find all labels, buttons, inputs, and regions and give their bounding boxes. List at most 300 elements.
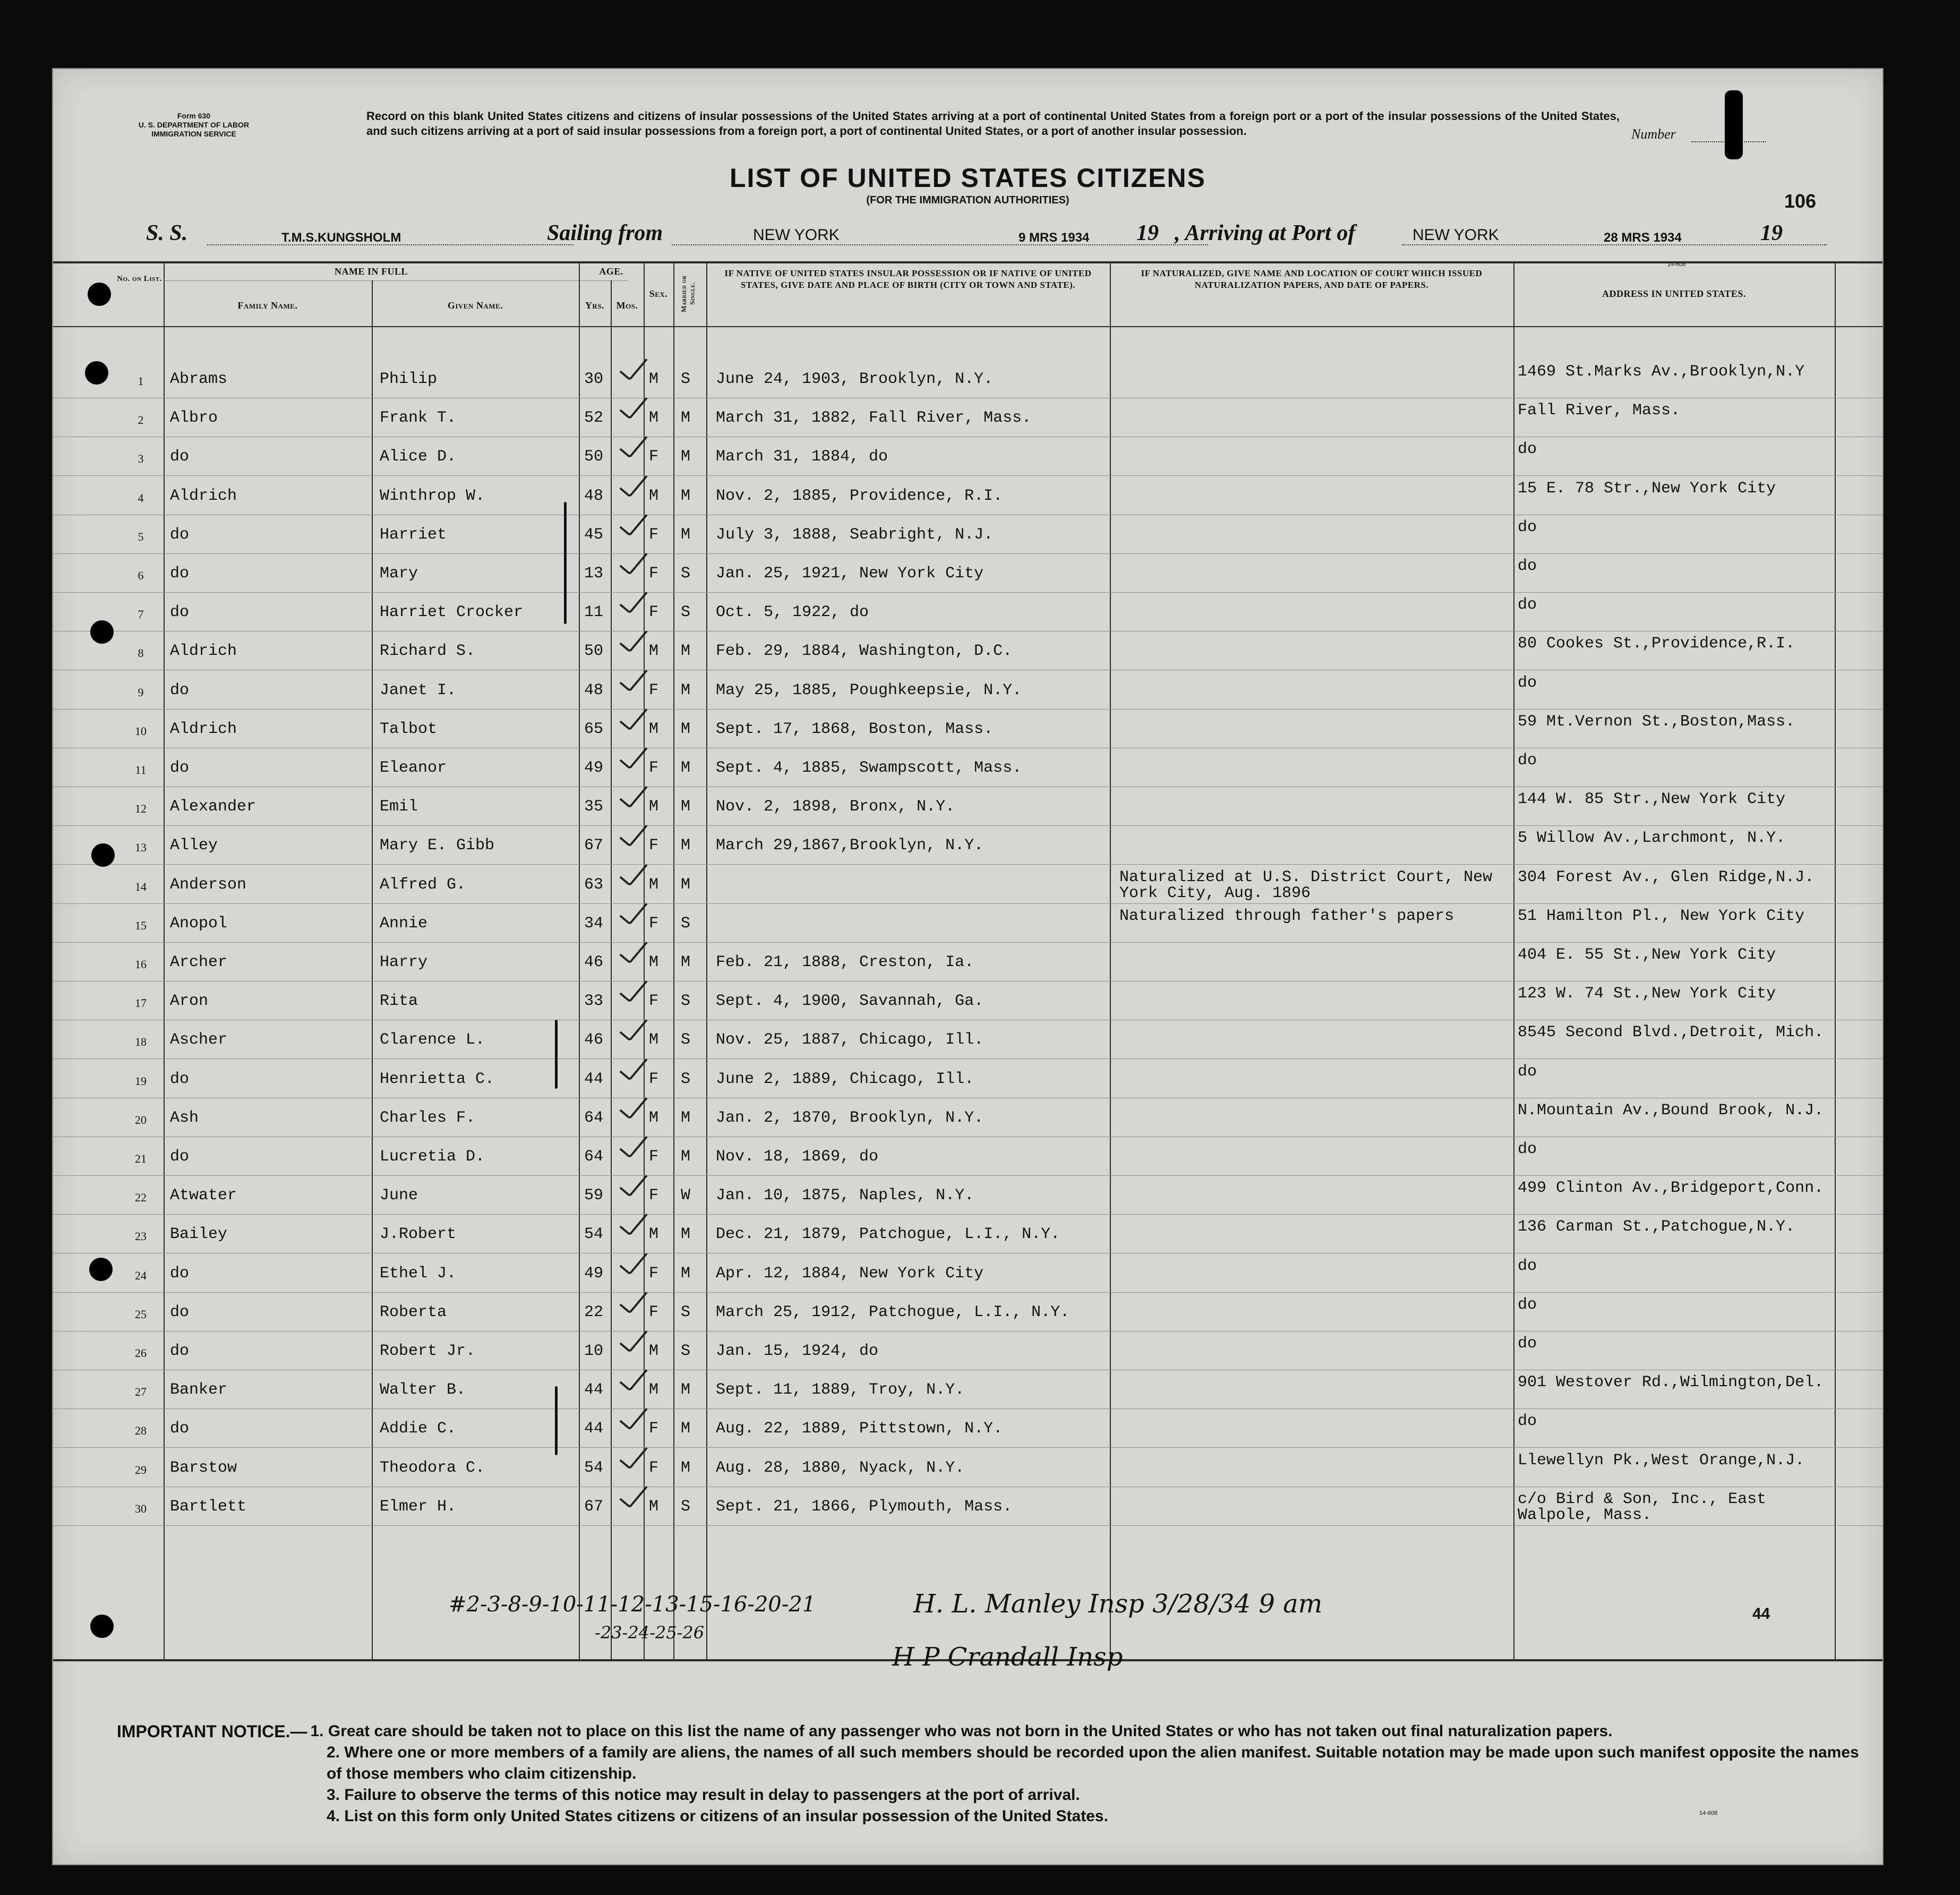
cell-sex: F [649,565,659,583]
cell-address: 59 Mt.Vernon St.,Boston,Mass. [1518,712,1795,731]
table-row [53,1137,1882,1176]
cell-given: Alice D. [380,448,457,466]
cell-no: 9 [138,685,144,699]
cell-age: 54 [584,1225,604,1244]
cell-family: Alexander [170,798,256,816]
cell-family: Abrams [170,370,228,388]
cell-birth: Nov. 2, 1885, Providence, R.I. [716,486,1003,505]
cell-birth: March 29,1867,Brooklyn, N.Y. [716,836,984,855]
cell-given: Charles F. [380,1108,476,1127]
cell-sex: F [649,1458,659,1477]
cell-no: 11 [135,763,147,776]
cell-age: 46 [584,1031,604,1049]
cell-age: 65 [584,720,604,738]
cell-address: do [1518,1335,1537,1353]
cell-family: Archer [170,953,228,971]
cell-no: 18 [135,1035,147,1049]
family-bracket-mark [555,1386,558,1455]
table-row [53,1020,1882,1059]
cell-address: N.Mountain Av.,Bound Brook, N.J. [1518,1101,1824,1120]
notice-label: IMPORTANT NOTICE.— [117,1722,307,1741]
cell-birth: Feb. 21, 1888, Creston, Ia. [716,953,974,971]
header-birth: IF NATIVE OF UNITED STATES INSULAR POSSESSION OR IF NATIVE OF UNITED STATES, GIVE DATE AND PLACE OF BIRTH (CITY OR TOWN AND STATE). [724,268,1092,290]
arriving-date: 28 MRS 1934 [1604,231,1682,245]
form-code: 14-608 [1667,261,1686,268]
cell-no: 5 [138,530,144,543]
cell-sex: F [649,1070,659,1088]
cell-no: 26 [135,1346,147,1360]
cell-family: Aldrich [170,720,237,738]
cell-family: Bartlett [170,1497,247,1516]
cell-no: 12 [135,802,147,816]
cell-family: Albro [170,409,218,428]
cell-address: 8545 Second Blvd.,Detroit, Mich. [1518,1023,1824,1042]
cell-age: 67 [584,1497,604,1516]
cell-sex: M [649,1381,659,1399]
cell-family: Aldrich [170,642,237,661]
cell-no: 7 [138,608,144,621]
table-row [53,437,1882,476]
cell-birth: Apr. 12, 1884, New York City [716,1264,984,1283]
cell-ms: M [681,953,691,971]
cell-age: 22 [584,1303,604,1321]
cell-ms: M [681,1381,691,1399]
cell-family: Aron [170,992,209,1011]
sailing-from: NEW YORK [753,226,840,244]
header-age: AGE. [599,266,623,277]
cell-birth: Aug. 22, 1889, Pittstown, N.Y. [716,1420,1003,1438]
cell-given: Emil [380,798,418,816]
cell-sex: F [649,525,659,544]
cell-family: Bailey [170,1225,228,1244]
cell-given: Robert Jr. [380,1342,476,1360]
cell-age: 44 [584,1070,604,1088]
cell-sex: M [649,409,659,428]
table-row [53,1448,1882,1487]
cell-address: 144 W. 85 Str.,New York City [1518,790,1786,809]
cell-age: 49 [584,1264,604,1283]
cell-birth: Aug. 28, 1880, Nyack, N.Y. [716,1458,965,1477]
cell-address: 5 Willow Av.,Larchmont, N.Y. [1518,829,1786,848]
binder-hole [88,283,111,306]
cell-no: 10 [135,724,147,738]
cell-given: Frank T. [380,409,457,428]
cell-age: 45 [584,525,604,544]
cell-birth: July 3, 1888, Seabright, N.J. [716,525,994,544]
table-row [53,1254,1882,1293]
cell-given: June [380,1186,418,1205]
handwritten-row-numbers-2: -23-24-25-26 [595,1623,705,1643]
manifest-sheet [52,68,1884,1865]
cell-address: 901 Westover Rd.,Wilmington,Del. [1518,1373,1824,1392]
cell-no: 15 [135,918,147,932]
cell-given: Mary [380,565,418,583]
cell-age: 67 [584,836,604,855]
binder-hole [91,843,115,867]
cell-address: do [1518,557,1537,575]
cell-no: 13 [135,841,147,855]
page-title: LIST OF UNITED STATES CITIZENS [729,163,1206,193]
cell-given: J.Robert [380,1225,457,1244]
table-row [53,1060,1882,1098]
table-row [53,787,1882,826]
cell-given: Alfred G. [380,875,466,894]
cell-ms: S [681,1070,691,1088]
table-row [53,1409,1882,1448]
cell-sex: M [649,1108,659,1127]
cell-no: 19 [135,1074,147,1088]
table-row [53,593,1882,631]
cell-birth: Nov. 25, 1887, Chicago, Ill. [716,1031,984,1049]
cell-ms: M [681,836,691,855]
table-row [53,710,1882,748]
cell-address: 499 Clinton Av.,Bridgeport,Conn. [1518,1179,1824,1198]
cell-age: 34 [584,914,604,933]
cell-birth: Sept. 4, 1885, Swampscott, Mass. [716,759,1022,777]
cell-ms: M [681,1225,691,1244]
cell-given: Talbot [380,720,438,738]
cell-no: 22 [135,1191,147,1205]
cell-family: do [170,759,190,777]
cell-no: 21 [135,1152,147,1165]
cell-age: 64 [584,1108,604,1127]
cell-ms: M [681,1108,691,1127]
cell-ms: M [681,486,691,505]
cell-address: do [1518,596,1537,614]
cell-given: Annie [380,914,428,933]
cell-sex: F [649,1186,659,1205]
cell-given: Harriet [380,525,447,544]
cell-family: do [170,1070,190,1088]
cell-given: Ethel J. [380,1264,457,1283]
cell-birth: Oct. 5, 1922, do [716,603,869,622]
cell-age: 35 [584,798,604,816]
cell-ms: M [681,1264,691,1283]
table-row [53,1293,1882,1331]
cell-sex: F [649,1264,659,1283]
cell-address: 304 Forest Av., Glen Ridge,N.J. [1518,868,1815,886]
cell-no: 8 [138,646,144,660]
cell-birth: March 31, 1882, Fall River, Mass. [716,409,1032,428]
header-address: ADDRESS IN UNITED STATES. [1602,288,1746,299]
cell-no: 30 [135,1501,147,1515]
notice-item: 2. Where one or more members of a family are aliens, the names of all such members should be recorded upon the alien manifest. Suitable notation may be made upon such manifest opposite the names of those members who claim citizenship. [327,1744,1859,1782]
cell-ms: M [681,720,691,738]
cell-ms: M [681,798,691,816]
cell-sex: F [649,681,659,699]
cell-no: 24 [135,1268,147,1282]
sailing-date: 9 MRS 1934 [1018,231,1090,245]
arriving-port: NEW YORK [1413,226,1499,244]
cell-address: do [1518,1062,1537,1081]
cell-age: 13 [584,565,604,583]
header-sex: Sex. [649,288,668,299]
cell-no: 20 [135,1113,147,1126]
cell-age: 10 [584,1342,604,1360]
cell-given: Harry [380,953,428,971]
notice-form-code: 14-608 [1699,1810,1718,1816]
table-row [53,1331,1882,1370]
sailing-label: Sailing from [547,221,663,245]
cell-birth: Jan. 15, 1924, do [716,1342,879,1360]
cell-given: Eleanor [380,759,447,777]
cell-family: do [170,1342,190,1360]
cell-no: 16 [135,958,147,971]
cell-sex: M [649,642,659,661]
cell-address: do [1518,440,1537,459]
table-row [53,1098,1882,1137]
cell-no: 27 [135,1385,147,1399]
cell-birth: June 2, 1889, Chicago, Ill. [716,1070,974,1088]
cell-age: 46 [584,953,604,971]
cell-ms: M [681,1148,691,1166]
cell-family: Anopol [170,914,228,933]
table-row [53,515,1882,554]
cell-no: 3 [138,452,144,466]
cell-ms: M [681,448,691,466]
cell-sex: F [649,1420,659,1438]
cell-address: 404 E. 55 St.,New York City [1518,946,1776,964]
cell-family: Anderson [170,875,247,894]
cell-ms: S [681,1031,691,1049]
cell-address: do [1518,752,1537,770]
cell-family: do [170,1264,190,1283]
cell-family: do [170,1148,190,1166]
cell-birth: Jan. 10, 1875, Naples, N.Y. [716,1186,974,1205]
cell-ms: S [681,603,691,622]
cell-family: do [170,525,190,544]
cell-age: 63 [584,875,604,894]
cell-given: Philip [380,370,438,388]
cell-sex: M [649,1497,659,1516]
cell-no: 6 [138,569,144,582]
cell-address: 136 Carman St.,Patchogue,N.Y. [1518,1218,1795,1236]
table-row [53,1487,1882,1526]
cell-family: Alley [170,836,218,855]
table-row [53,1215,1882,1253]
cell-address: do [1518,673,1537,692]
cell-sex: F [649,448,659,466]
cell-age: 33 [584,992,604,1011]
cell-no: 23 [135,1230,147,1243]
cell-sex: F [649,992,659,1011]
table-row [53,1176,1882,1215]
table-row [53,1370,1882,1409]
cell-ms: M [681,525,691,544]
instructions-text: Record on this blank United States citizens and citizens of insular possessions of the United States arriving at a port of continental United States from a foreign port or a port of the insular possessions of the United States, and such citizens arriving at a port of said insular possessions from a foreign port, a port of continental United States, or a port of another insular possession. [366,109,1620,138]
cell-ms: S [681,370,691,388]
cell-family: do [170,565,190,583]
cell-given: Janet I. [380,681,457,699]
cell-family: Aldrich [170,486,237,505]
cell-birth: June 24, 1903, Brooklyn, N.Y. [716,370,994,388]
cell-birth: March 31, 1884, do [716,448,888,466]
cell-birth: Jan. 2, 1870, Brooklyn, N.Y. [716,1108,984,1127]
cell-no: 28 [135,1424,147,1438]
cell-address: 80 Cookes St.,Providence,R.I. [1518,635,1795,653]
cell-birth: Feb. 29, 1884, Washington, D.C. [716,642,1013,661]
cell-given: Winthrop W. [380,486,485,505]
cell-no: 14 [135,880,147,893]
cell-given: Clarence L. [380,1031,485,1049]
cell-sex: M [649,370,659,388]
cell-ms: M [681,681,691,699]
form-number: Form 630 [177,112,211,120]
handwritten-row-numbers: #2-3-8-9-10-11-12-13-15-16-20-21 [449,1592,816,1617]
cell-age: 59 [584,1186,604,1205]
cell-ms: S [681,1497,691,1516]
cell-birth: Dec. 21, 1879, Patchogue, L.I., N.Y. [716,1225,1060,1244]
cell-given: Theodora C. [380,1458,485,1477]
ss-label: S. S. [146,221,188,245]
number-ink-mark [1725,90,1743,159]
binder-hole [90,620,114,644]
page-subtitle: (FOR THE IMMIGRATION AUTHORITIES) [866,194,1069,206]
cell-address: c/o Bird & Son, Inc., East Walpole, Mass. [1518,1490,1767,1524]
inspector-signature-1: H. L. Manley Insp 3/28/34 9 am [913,1589,1323,1619]
page-number: 106 [1784,190,1817,212]
cell-address: 1469 St.Marks Av.,Brooklyn,N.Y [1518,363,1805,381]
cell-age: 52 [584,409,604,428]
cell-ms: M [681,759,691,777]
notice-item: 1. Great care should be taken not to place on this list the name of any passenger who was not born in the United States or who has not taken out final naturalization papers. [310,1722,1613,1740]
cell-age: 50 [584,448,604,466]
cell-age: 49 [584,759,604,777]
cell-sex: M [649,1342,659,1360]
cell-age: 48 [584,486,604,505]
cell-family: Atwater [170,1186,237,1205]
cell-sex: M [649,953,659,971]
table-row [53,943,1882,981]
cell-no: 17 [135,996,147,1010]
cell-family: Ash [170,1108,199,1127]
cell-given: Rita [380,992,418,1011]
cell-age: 44 [584,1381,604,1399]
cell-address: 123 W. 74 St.,New York City [1518,985,1776,1003]
inspector-signature-2: H P Crandall Insp [892,1642,1123,1672]
cell-address: do [1518,1140,1537,1158]
cell-given: Roberta [380,1303,447,1321]
cell-ms: M [681,1420,691,1438]
cell-sex: M [649,875,659,894]
header-family-name: Family Name. [237,300,298,311]
cell-age: 44 [584,1420,604,1438]
form-department: U. S. DEPARTMENT OF LABOR [138,121,250,129]
cell-sex: F [649,914,659,933]
header-yrs: Yrs. [585,300,605,311]
cell-address: do [1518,1257,1537,1275]
cell-birth: Sept. 17, 1868, Boston, Mass. [716,720,994,738]
cell-nat: Naturalized at U.S. District Court, New York City, Aug. 1896 [1119,868,1493,902]
cell-given: Mary E. Gibb [380,836,495,855]
cell-address: 15 E. 78 Str.,New York City [1518,479,1776,498]
cell-address: do [1518,518,1537,536]
sailing-dotted-line [672,244,1208,245]
header-mos: Mos. [616,300,638,311]
cell-age: 54 [584,1458,604,1477]
cell-age: 30 [584,370,604,388]
cell-family: do [170,1303,190,1321]
cell-sex: F [649,1303,659,1321]
header-married-single: Married or Single. [680,275,696,312]
cell-sex: F [649,1148,659,1166]
header-name-in-full: NAME IN FULL [334,266,408,277]
table-row [53,476,1882,515]
cell-address: Llewellyn Pk.,West Orange,N.J. [1518,1451,1805,1470]
cell-age: 48 [584,681,604,699]
table-row [53,748,1882,787]
binder-hole [90,1615,114,1638]
table-row [53,554,1882,593]
cell-birth: May 25, 1885, Poughkeepsie, N.Y. [716,681,1022,699]
cell-birth: Jan. 25, 1921, New York City [716,565,984,583]
table-row [53,631,1882,670]
cell-birth: Sept. 11, 1889, Troy, N.Y. [716,1381,965,1399]
cell-sex: M [649,720,659,738]
table-row [53,671,1882,710]
sheet-count: 44 [1752,1605,1770,1623]
cell-given: Henrietta C. [380,1070,495,1088]
citizens-table [53,261,1882,1661]
form-service: IMMIGRATION SERVICE [151,130,236,138]
cell-ms: S [681,1342,691,1360]
cell-family: do [170,1420,190,1438]
cell-no: 29 [135,1463,147,1476]
cell-address: Fall River, Mass. [1518,402,1681,420]
cell-birth: Sept. 21, 1866, Plymouth, Mass. [716,1497,1013,1516]
cell-sex: F [649,836,659,855]
cell-nat: Naturalized through father's papers [1119,907,1454,925]
cell-birth: Nov. 18, 1869, do [716,1148,879,1166]
header-no: No. on List. [117,275,162,283]
cell-no: 2 [138,413,144,427]
cell-address: 51 Hamilton Pl., New York City [1518,907,1805,925]
cell-sex: M [649,1225,659,1244]
cell-no: 25 [135,1307,147,1321]
cell-ms: S [681,565,691,583]
cell-sex: F [649,603,659,622]
cell-ms: S [681,992,691,1011]
cell-age: 50 [584,642,604,661]
family-bracket-mark [564,502,567,624]
cell-sex: M [649,1031,659,1049]
cell-ms: M [681,875,691,894]
cell-birth: Nov. 2, 1898, Bronx, N.Y. [716,798,955,816]
cell-age: 11 [584,603,604,622]
cell-ms: S [681,1303,691,1321]
table-row [53,904,1882,943]
cell-sex: F [649,759,659,777]
cell-family: do [170,681,190,699]
cell-given: Harriet Crocker [380,603,524,622]
table-row [53,865,1882,904]
notice-item: 3. Failure to observe the terms of this notice may result in delay to passengers at the port of arrival. [327,1786,1080,1804]
header-given-name: Given Name. [447,300,503,311]
cell-sex: M [649,798,659,816]
important-notice [117,1721,1869,1827]
cell-ms: M [681,642,691,661]
row-rule [53,1525,1882,1526]
cell-given: Lucretia D. [380,1148,485,1166]
cell-ms: M [681,1458,691,1477]
cell-ms: M [681,409,691,428]
table-top-rule [53,261,1882,263]
form-header [106,112,281,139]
cell-no: 4 [138,491,144,505]
arriving-label: , Arriving at Port of [1175,221,1356,245]
cell-age: 64 [584,1148,604,1166]
cell-given: Addie C. [380,1420,457,1438]
